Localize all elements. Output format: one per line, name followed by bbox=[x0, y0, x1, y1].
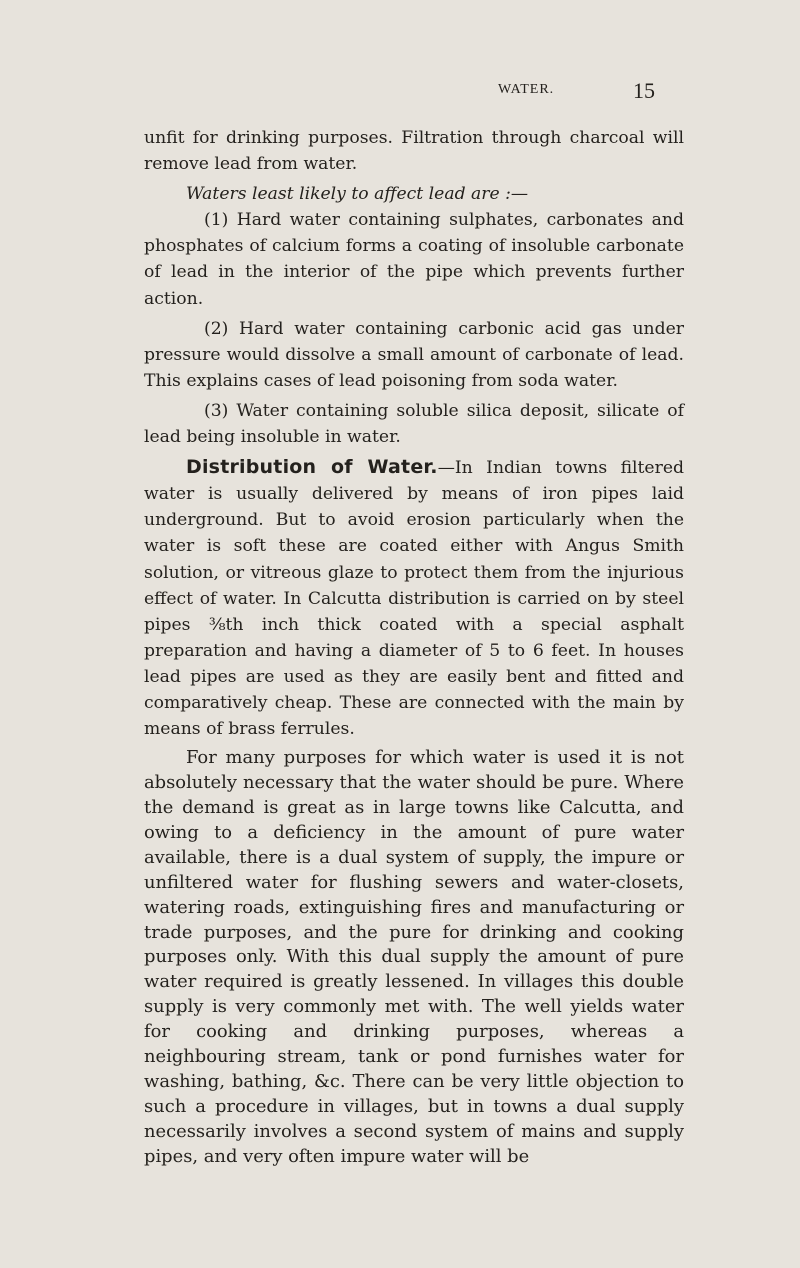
paragraph-continuation: unfit for drinking purposes. Filtration through charcoal will remove lead from water. bbox=[144, 128, 684, 175]
list-item-1: (1) Hard water containing sulphates, carbonates and phosphates of calcium forms a coating of insoluble carbonate of lead in the interior of the pipe which prevents further action. bbox=[144, 210, 684, 309]
section-text: —In Indian towns filtered water is usually delivered by means of iron pipes laid underground. But to avoid erosion particularly when the water is soft these are coated either with Angus Smith solution, or vitreous glaze to protect them from the injurious effect of water. In Calcutta distribution is carried on by steel pipes ⅜th inch thick coated with a special asphalt preparation and having a diameter of 5 to 6 feet. In houses lead pipes are used as they are easily bent and fitted and comparatively cheap. These are connected with the main by means of brass ferrules. bbox=[144, 458, 684, 740]
list-item-3: (3) Water containing soluble silica deposit, silicate of lead being insoluble in water. bbox=[144, 400, 684, 448]
subheading: Waters least likely to affect lead are :— bbox=[186, 184, 529, 205]
body-text bbox=[144, 125, 684, 1170]
paragraph-dual-supply: For many purposes for which water is used it is not absolutely necessary that the water should be pure. Where the demand is great as in large towns like Calcutta, and owing to a deficiency in the amount of pure water available, there is a dual system of supply, the impure or unfiltered water for flushing sewers and water-closets, watering roads, extinguishing fires and manufacturing or trade purposes, and the pure for drinking and cooking purposes only. With this dual supply the amount of pure water required is greatly lessened. In villages this double supply is very commonly met with. The well yields water for cooking and drinking purposes, whereas a neighbouring stream, tank or pond furnishes water for washing, bathing, &c. There can be very little objection to such a procedure in villages, but in towns a dual supply necessarily involves a second system of mains and supply pipes, and very often impure water will be bbox=[144, 747, 684, 1167]
running-head bbox=[0, 78, 800, 104]
section-distribution bbox=[144, 454, 684, 742]
page-number: 15 bbox=[633, 78, 655, 103]
running-title: WATER. bbox=[498, 82, 555, 97]
list-item-2: (2) Hard water containing carbonic acid gas under pressure would dissolve a small amount of carbonate of lead. This explains cases of lead poisoning from soda water. bbox=[144, 318, 684, 391]
section-heading: Distribution of Water. bbox=[186, 456, 438, 479]
